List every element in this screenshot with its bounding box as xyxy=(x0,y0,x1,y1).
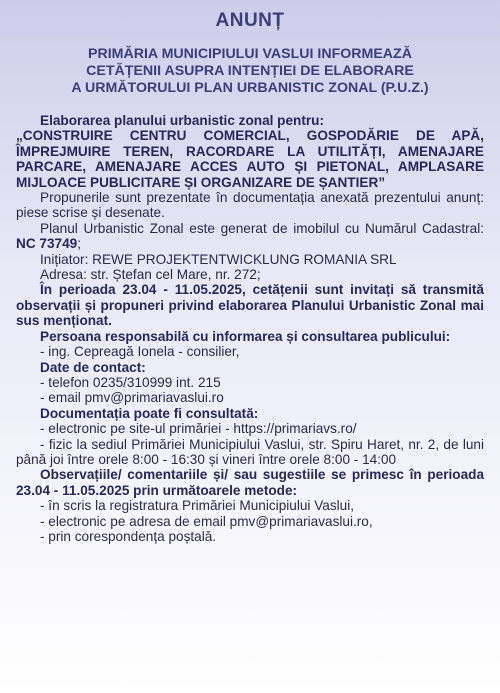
observations-heading: Observațiile/ comentariile și/ sau sugestiile se primesc în perioada 23.04 - 11.05.2025 prin următoarele metode: xyxy=(16,467,484,498)
proposals-text: Propunerile sunt prezentate în documentația anexată prezentului anunț: piese scrise și desenate. xyxy=(16,190,484,221)
cadastral-suffix: ; xyxy=(77,236,81,252)
announcement-subtitle xyxy=(16,46,484,97)
initiator-text: Inițiator: REWE PROJEKTENTWICKLUNG ROMANIA SRL xyxy=(40,251,397,267)
subtitle-line: A URMĂTORULUI PLAN URBANISTIC ZONAL (P.U.Z.) xyxy=(71,80,429,96)
method-item: - prin corespondența poștală. xyxy=(40,528,217,544)
page-title: ANUNȚ xyxy=(215,10,285,31)
contact-heading: Date de contact: xyxy=(40,359,146,375)
cadastral-number: NC 73749 xyxy=(16,236,78,252)
docs-online: - electronic pe site-ul primăriei - https://primariavs.ro/ xyxy=(40,421,357,437)
address-text: Adresa: str. Ștefan cel Mare, nr. 272; xyxy=(40,267,261,283)
contact-phone: - telefon 0235/310999 int. 215 xyxy=(40,374,221,390)
contact-email: - email pmv@primariavaslui.ro xyxy=(40,390,224,406)
project-title: „CONSTRUIRE CENTRU COMERCIAL, GOSPODĂRIE DE APĂ, ÎMPREJMUIRE TEREN, RACORDARE LA UTILITĂȚI, AMENAJARE PARCARE, AMENAJARE ACCES AUTO ȘI PIETONAL, AMPLASARE MIJLOACE PUBLICITARE ȘI ORGANIZARE DE ȘANTIER” xyxy=(16,128,484,190)
subtitle-line: CETĂȚENII ASUPRA INTENȚIEI DE ELABORARE xyxy=(86,63,414,79)
method-item: - electronic pe adresa de email pmv@primariavaslui.ro, xyxy=(40,513,373,529)
announcement-body xyxy=(16,113,484,544)
docs-onsite: - fizic la sediul Primăriei Municipiului Vaslui, str. Spiru Haret, nr. 2, de luni până joi între orele 8:00 - 16:30 și vineri între orele 8:00 - 14:00 xyxy=(16,436,484,467)
intro-text: Elaborarea planului urbanistic zonal pentru: xyxy=(40,113,325,128)
responsible-heading: Persoana responsabilă cu informarea și consultarea publicului: xyxy=(40,328,451,344)
cadastral-prefix: Planul Urbanistic Zonal este generat de imobilul cu Numărul Cadastral: xyxy=(40,220,484,236)
period-invite-text: În perioada 23.04 - 11.05.2025, cetățenii sunt invitați să transmită observații și propuneri privind elaborarea Planului Urbanistic Zonal mai sus menționat. xyxy=(16,282,484,329)
subtitle-line: PRIMĂRIA MUNICIPIULUI VASLUI INFORMEAZĂ xyxy=(88,46,412,62)
cadastral-text xyxy=(16,221,484,252)
responsible-person: - ing. Cepreagă Ionela - consilier, xyxy=(40,344,240,360)
method-item: - în scris la registratura Primăriei Municipiului Vaslui, xyxy=(40,498,355,514)
docs-heading: Documentația poate fi consultată: xyxy=(40,405,259,421)
